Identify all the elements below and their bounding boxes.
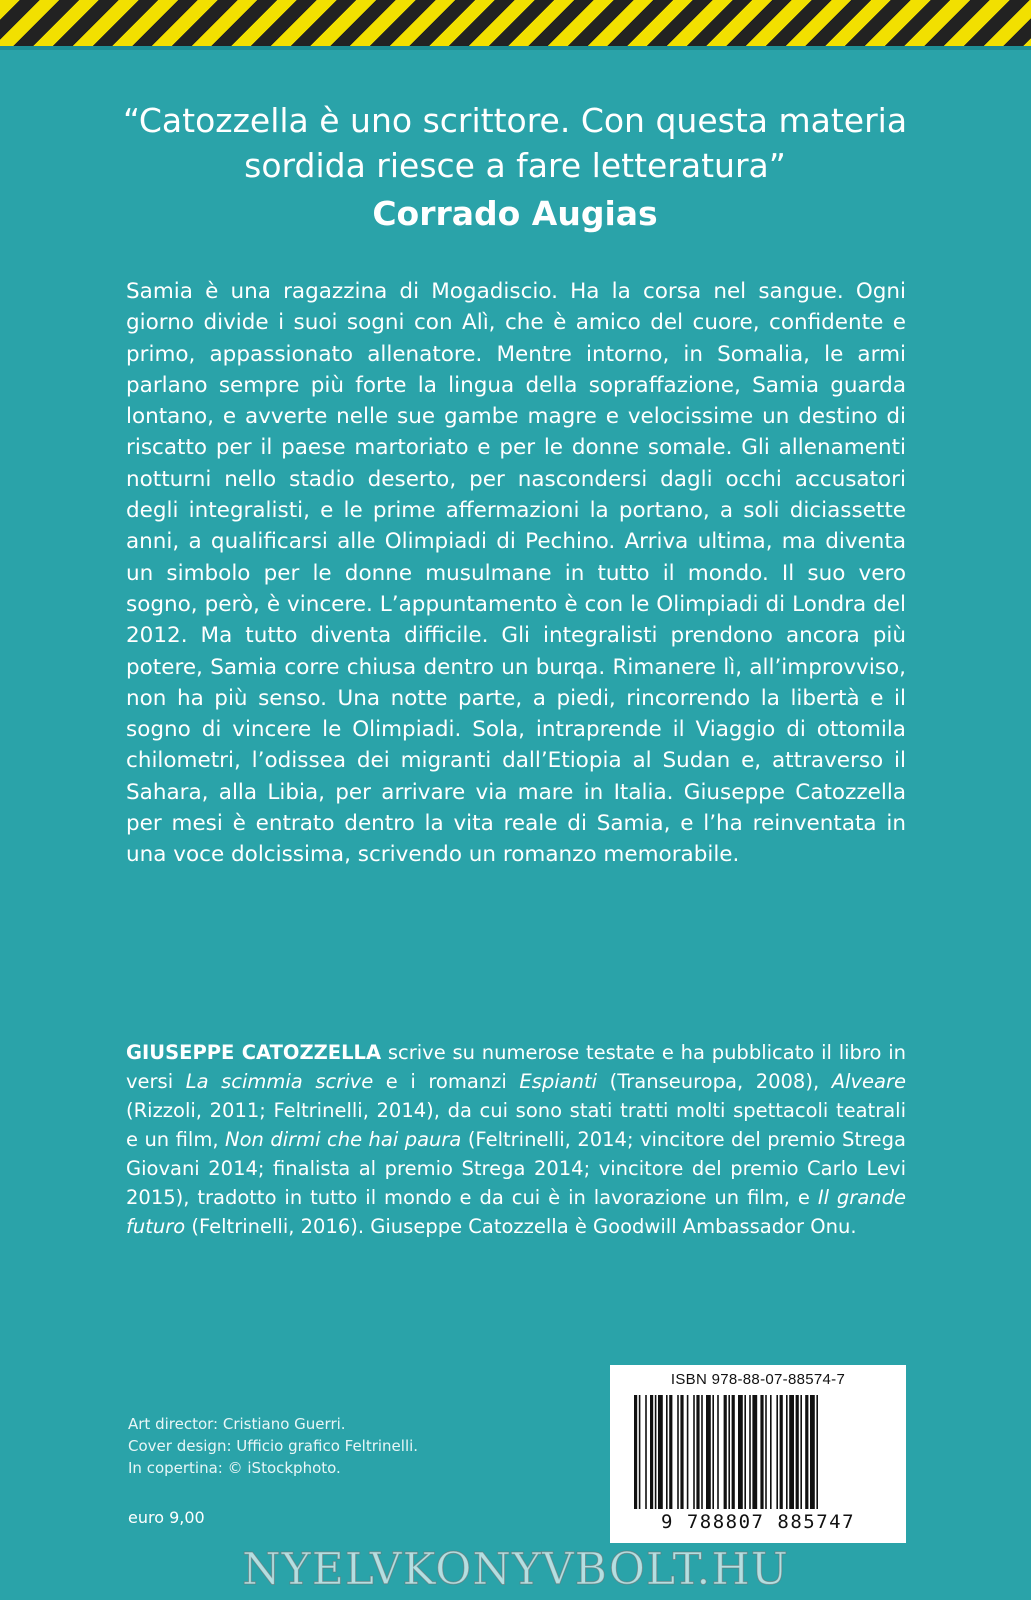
bio-book-title: Alveare	[831, 1070, 906, 1093]
credits-block	[128, 1413, 418, 1479]
quote-author: Corrado Augias	[372, 194, 658, 233]
book-synopsis: Samia è una ragazzina di Mogadiscio. Ha la corsa nel sangue. Ogni giorno divide i suoi sogni con Alì, che è amico del cuore, confidente e primo, appassionato allenatore. Mentre intorno, in Somalia, le armi parlano sempre più forte la lingua della sopraffazione, Samia guarda lontano, e avverte nelle sue gambe magre e velocissime un destino di riscatto per il paese martoriato e per le donne somale. Gli allenamenti notturni nello stadio deserto, per nascondersi dagli occhi accusatori degli integralisti, e le prime affermazioni la portano, a soli diciassette anni, a qualificarsi alle Olimpiadi di Pechino. Arriva ultima, ma diventa un simbolo per le donne musulmane in tutto il mondo. Il suo vero sogno, però, è vincere. L’appuntamento è con le Olimpiadi di Londra del 2012. Ma tutto diventa difficile. Gli integralisti prendono ancora più potere, Samia corre chiusa dentro un burqa. Rimanere lì, all’improvviso, non ha più senso. Una notte parte, a piedi, rincorrendo la libertà e il sogno di vincere le Olimpiadi. Sola, intraprende il Viaggio di ottomila chilometri, l’odissea dei migranti dall’Etiopia al Sudan e, attraverso il Sahara, alla Libia, per arrivare via mare in Italia. Giuseppe Catozzella per mesi è entrato dentro la vita reale di Samia, e l’ha reinventata in una voce dolcissima, scrivendo un romanzo memorabile.	[126, 279, 906, 868]
bio-text: scrive su numerose testate e ha pubblicato il libro in versi	[126, 1041, 906, 1093]
credit-cover-design: Cover design: Ufficio grafico Feltrinelli.	[128, 1437, 419, 1455]
bio-book-title: Non dirmi che hai paura	[224, 1128, 462, 1151]
author-bio	[126, 1038, 906, 1241]
hazard-stripe-band	[0, 0, 1031, 46]
bio-text: (Feltrinelli, 2016). Giuseppe Catozzella è Goodwill Ambassador Onu.	[185, 1215, 857, 1238]
isbn-label: ISBN 978-88-07-88574-7	[670, 1371, 846, 1388]
bio-text: (Rizzoli, 2011; Feltrinelli, 2014), da cui sono stati tratti molti spettacoli teatrali e un film,	[126, 1099, 906, 1151]
bio-book-title: Espianti	[519, 1070, 598, 1093]
bio-book-title: Il grande futuro	[126, 1186, 906, 1238]
ean-digits: 9 788807 885747	[660, 1511, 856, 1533]
price-label: euro 9,00	[128, 1508, 205, 1527]
credit-art-director: Art director: Cristiano Guerri.	[128, 1415, 346, 1433]
cover-quote: “Catozzella è uno scrittore. Con questa materia sordida riesce a fare letteratura”	[122, 101, 908, 185]
bio-text: (Transeuropa, 2008),	[597, 1070, 832, 1093]
barcode-box	[610, 1365, 906, 1543]
bio-book-title: La scimmia scrive	[185, 1070, 374, 1093]
bio-text: e i romanzi	[373, 1070, 520, 1093]
bio-text: (Feltrinelli, 2014; vincitore del premio Strega Giovani 2014; finalista al premio Strega 2014; vincitore del premio Carlo Levi 2015), tradotto in tutto il mondo e da cui è in lavorazione un film, e	[126, 1128, 906, 1209]
barcode-icon	[632, 1395, 884, 1509]
credit-cover-photo: In copertina: © iStockphoto.	[128, 1459, 341, 1477]
watermark: NYELVKONYVBOLT.HU	[242, 1544, 789, 1595]
bio-author-name: GIUSEPPE CATOZZELLA	[126, 1041, 382, 1064]
